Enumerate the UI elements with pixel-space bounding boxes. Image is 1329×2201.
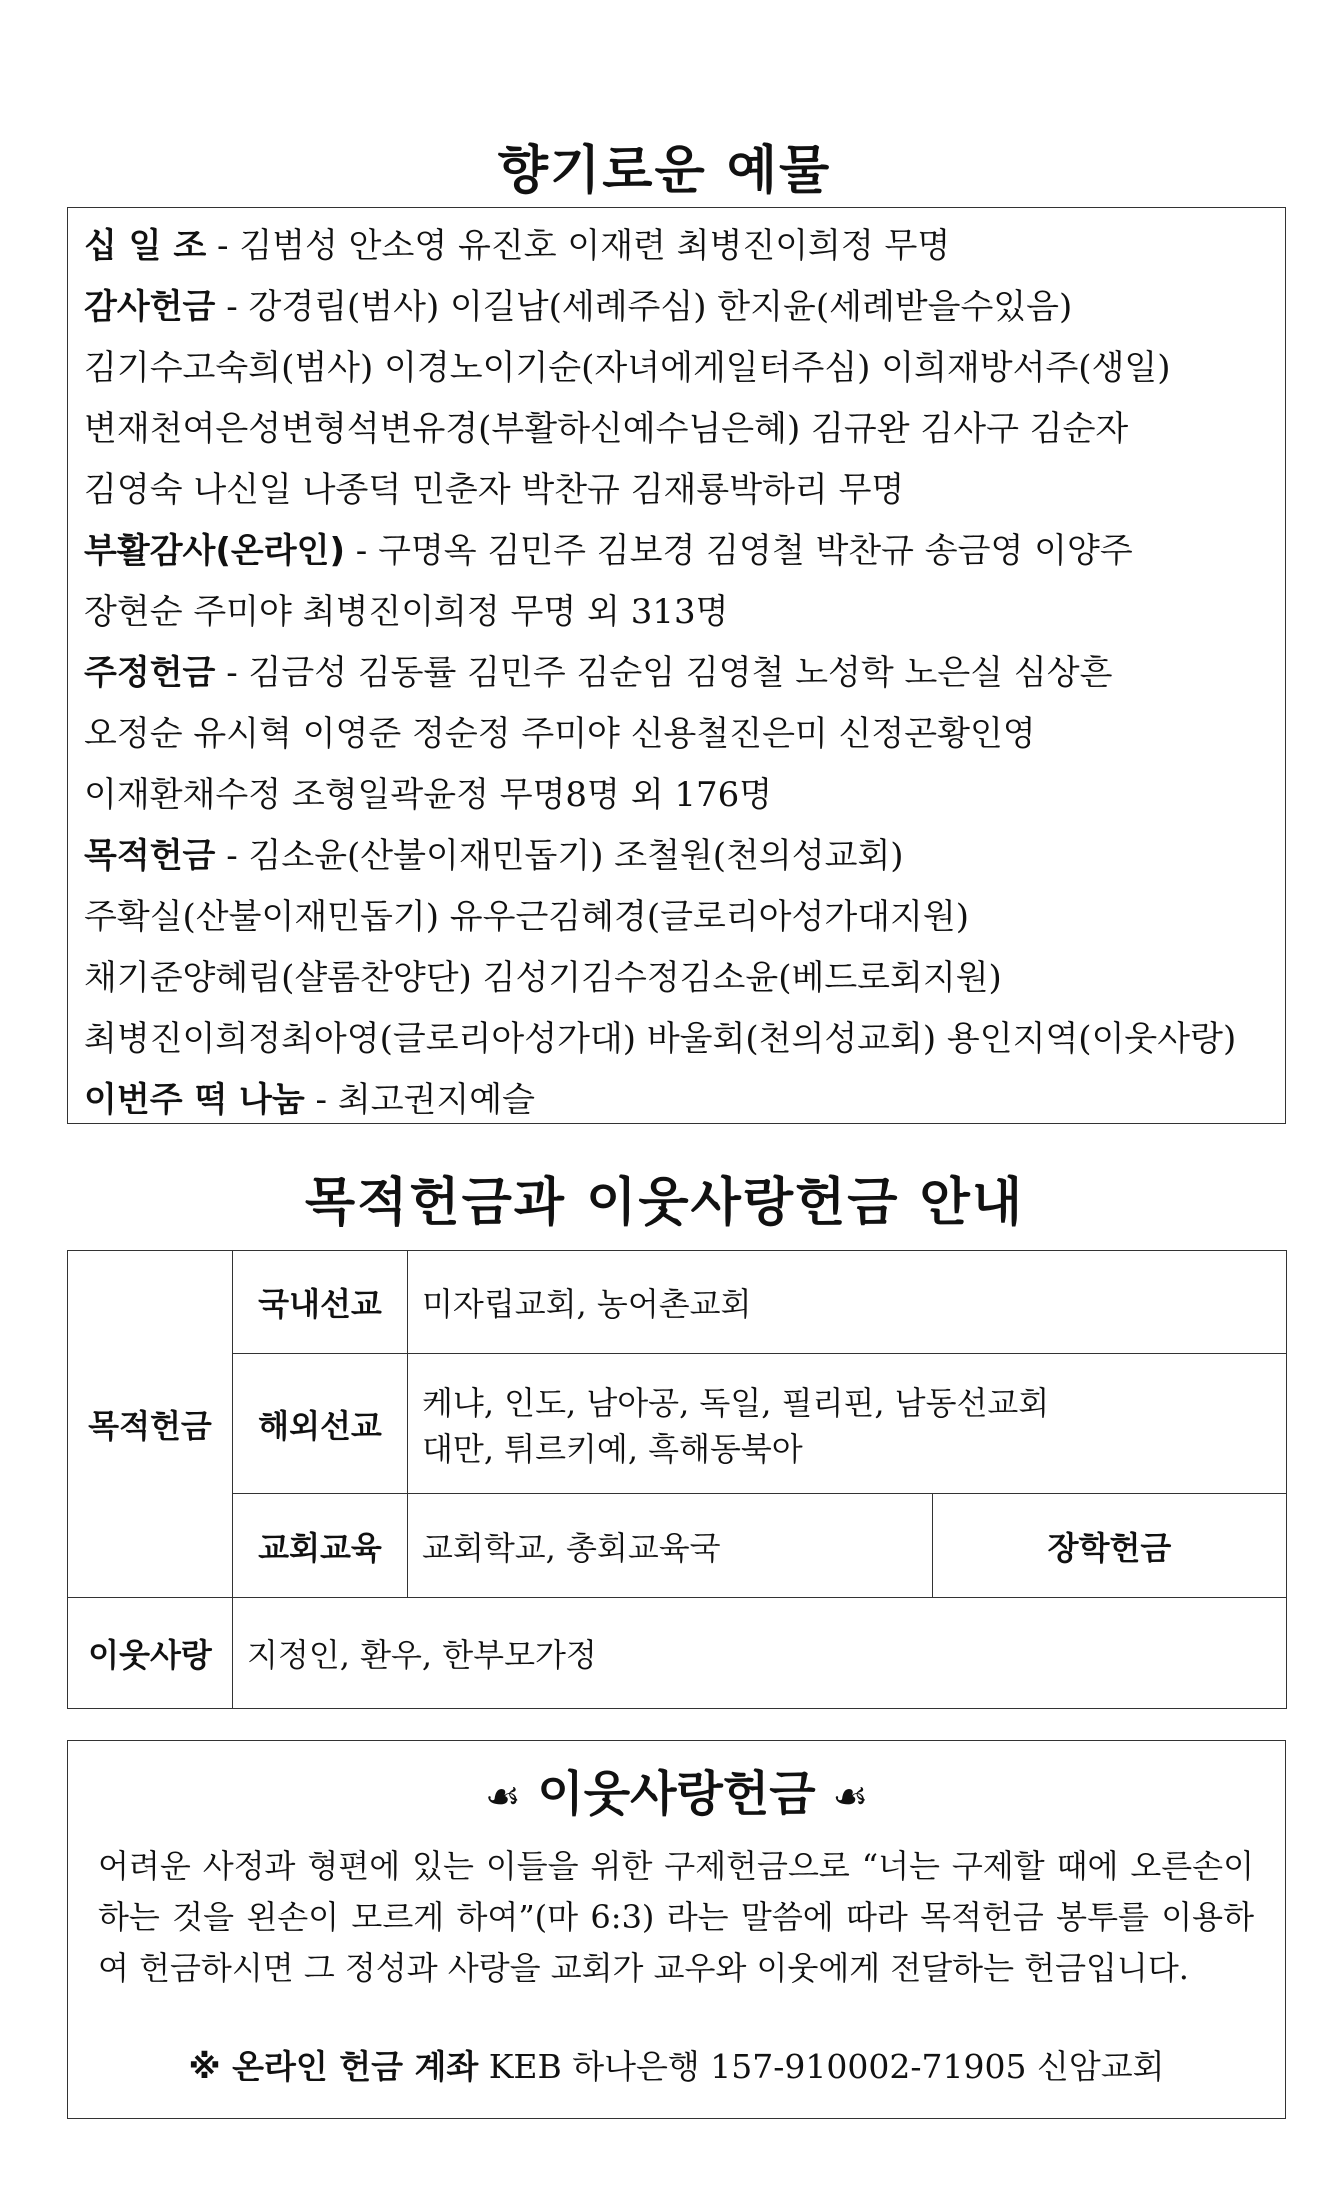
neighbor-love-description: 어려운 사정과 형편에 있는 이들을 위한 구제헌금으로 “너는 구제할 때에 오른손이 하는 것을 왼손이 모르게 하여”(마 6:3) 라는 말씀에 따라 목적헌금 봉투를 이용하여 헌금하시면 그 정성과 사랑을 교회가 교우와 이웃에게 전달하는 헌금입니다. [98,1847,1254,1987]
purpose-offering-header: 목적헌금 [68,1251,233,1598]
neighbor-love-header: 이웃사랑 [68,1598,233,1709]
offering-line-easter: 부활감사(온라인) - 구명옥 김민주 김보경 김영철 박찬규 송금영 이양주 [84,531,1133,571]
offering-line [84,704,1285,765]
account-number: KEB 하나은행 157-910002-71905 신암교회 [488,2047,1165,2086]
table-row [68,1494,1287,1598]
education-cell: 교회학교, 총회교육국 [408,1494,933,1598]
account-label: ※ 온라인 헌금 계좌 [188,2047,479,2086]
scholarship-header: 장학헌금 [933,1494,1287,1598]
offering-list-box [67,207,1286,1124]
online-account-line [68,2041,1285,2088]
guide-title: 목적헌금과 이웃사랑헌금 안내 [304,1173,1025,1233]
offering-line-purpose: 목적헌금 - 김소윤(산불이재민돕기) 조철원(천의성교회) [84,836,904,876]
offering-label: 이번주 떡 나눔 [84,1080,305,1120]
offering-line [84,1009,1285,1070]
offering-names: 김금성 김동률 김민주 김순임 김영철 노성학 노은실 심상흔 [248,653,1113,693]
neighbor-love-title: 이웃사랑헌금 [537,1766,816,1822]
offering-names: 오정순 유시혁 이영준 정순정 주미야 신용철진은미 신정곤황인영 [84,714,1036,754]
offering-label: 목적헌금 [84,836,216,876]
table-row [68,1251,1287,1354]
offering-line [84,338,1285,399]
neighbor-love-box [67,1740,1286,2119]
offering-line-weekly: 주정헌금 - 김금성 김동률 김민주 김순임 김영철 노성학 노은실 심상흔 [84,653,1113,693]
neighbor-love-cell: 지정인, 환우, 한부모가정 [233,1598,1287,1709]
offering-title: 향기로운 예물 [497,141,832,201]
offering-label: 부활감사(온라인) [84,531,345,571]
domestic-mission-cell: 미자립교회, 농어촌교회 [408,1251,1287,1354]
overseas-line: 대만, 튀르키예, 흑해동북아 [422,1429,803,1468]
table-row [68,1598,1287,1709]
offering-line-thanks: 감사헌금 - 강경림(범사) 이길남(세례주심) 한지윤(세례받을수있음) [84,287,1073,327]
offering-line [84,887,1285,948]
offering-names: 김범성 안소영 유진호 이재련 최병진이희정 무명 [239,226,951,266]
offering-names: 장현순 주미야 최병진이희정 무명 외 313명 [84,592,729,632]
offering-line [84,948,1285,1009]
offering-guide-table [67,1250,1287,1709]
offering-line-ricecake: 이번주 떡 나눔 - 최고권지예슬 [84,1080,535,1120]
offering-names: 최고권지예슬 [337,1080,535,1120]
neighbor-love-title-row [68,1755,1285,1824]
offering-names: 강경림(범사) 이길남(세례주심) 한지윤(세례받을수있음) [248,287,1073,327]
ornament-right-icon: ☙ [832,1774,869,1820]
offering-names: 주확실(산불이재민돕기) 유우근김혜경(글로리아성가대지원) [84,897,969,937]
offering-names: 김기수고숙희(범사) 이경노이기순(자녀에게일터주심) 이희재방서주(생일) [84,348,1171,388]
offering-names: 구명옥 김민주 김보경 김영철 박찬규 송금영 이양주 [378,531,1133,571]
offering-line [84,582,1285,643]
offering-label: 십 일 조 [84,226,207,266]
education-header: 교회교육 [233,1494,408,1598]
offering-names: 최병진이희정최아영(글로리아성가대) 바울회(천의성교회) 용인지역(이웃사랑) [84,1019,1237,1059]
offering-names: 변재천여은성변형석변유경(부활하신예수님은혜) 김규완 김사구 김순자 [84,409,1129,449]
overseas-line: 케냐, 인도, 남아공, 독일, 필리핀, 남동선교회 [422,1383,1050,1422]
offering-label: 주정헌금 [84,653,216,693]
offering-names: 김소윤(산불이재민돕기) 조철원(천의성교회) [248,836,904,876]
offering-names: 채기준양혜림(샬롬찬양단) 김성기김수정김소윤(베드로회지원) [84,958,1002,998]
ornament-left-icon: ☙ [484,1774,521,1820]
offering-names: 김영숙 나신일 나종덕 민춘자 박찬규 김재룡박하리 무명 [84,470,905,510]
offering-names: 이재환채수정 조형일곽윤정 무명8명 외 176명 [84,775,773,815]
offering-line [84,460,1285,521]
overseas-mission-cell [408,1354,1287,1494]
offering-line [84,765,1285,826]
domestic-mission-header: 국내선교 [233,1251,408,1354]
offering-line [84,399,1285,460]
overseas-mission-header: 해외선교 [233,1354,408,1494]
offering-line-tithe: 십 일 조 - 김범성 안소영 유진호 이재련 최병진이희정 무명 [84,226,951,266]
offering-label: 감사헌금 [84,287,216,327]
table-row [68,1354,1287,1494]
